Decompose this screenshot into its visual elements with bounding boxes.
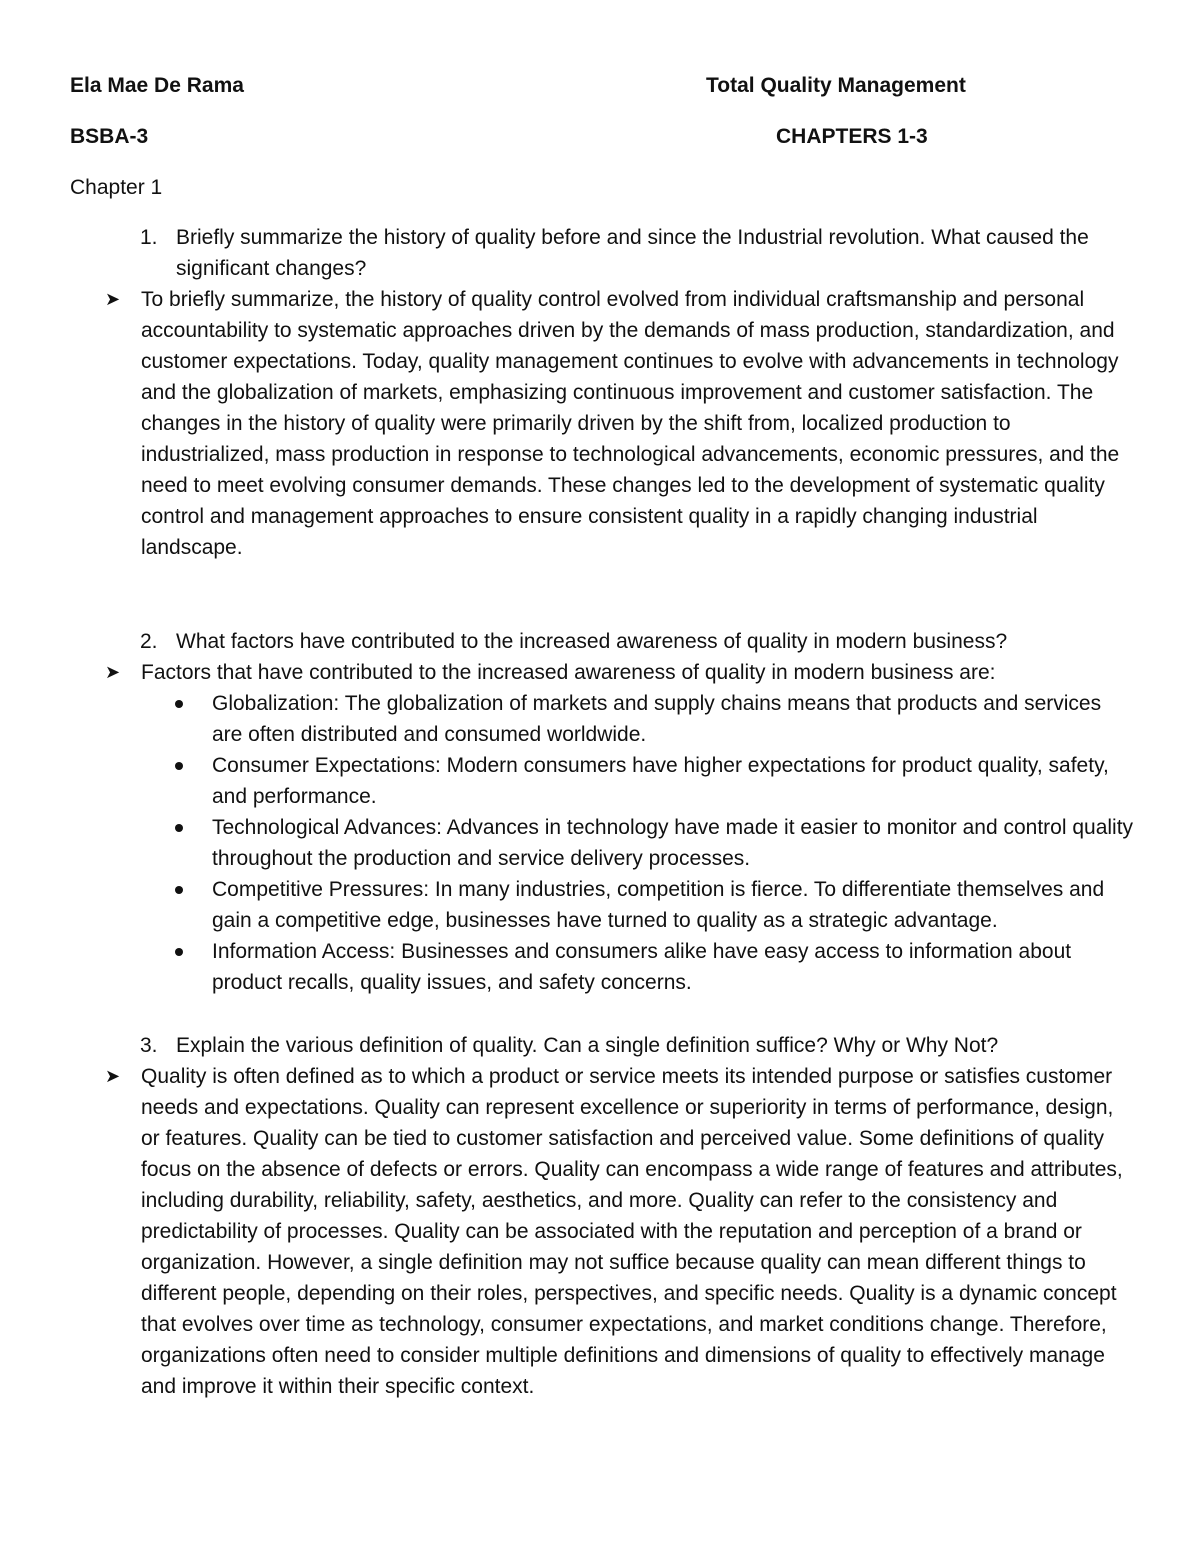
answer-2 — [105, 657, 1135, 688]
list-item-text: Information Access: Businesses and consumers alike have easy access to information about product recalls, quality issues, and safety concerns. — [212, 940, 1072, 994]
list-item — [105, 750, 1135, 812]
list-item — [105, 936, 1135, 998]
student-name: Ela Mae De Rama — [70, 74, 244, 97]
factor-list — [105, 688, 1135, 998]
answer-text: Quality is often defined as to which a product or service meets its intended purpose or satisfies customer needs and expectations. Quality can represent excellence or superiority in terms of performance, design, or features. Quality can be tied to customer satisfaction and perceived value. Some definitions of quality focus on the absence of defects or errors. Quality can encompass a wide range of features and attributes, including durability, reliability, safety, aesthetics, and more. Quality can refer to the consistency and predictability of processes. Quality can be associated with the reputation and perception of a brand or organization. However, a single definition may not suffice because quality can mean different things to different people, depending on their roles, perspectives, and specific needs. Quality is a dynamic concept that evolves over time as technology, consumer expectations, and market conditions change. Therefore, organizations often need to consider multiple definitions and dimensions of quality to effectively manage and improve it within their specific context. — [141, 1065, 1123, 1398]
bullet-dot-icon — [175, 948, 183, 956]
question-3 — [140, 1030, 1120, 1061]
list-item — [105, 812, 1135, 874]
answer-text: To briefly summarize, the history of quality control evolved from individual craftsmanship and personal accountability to systematic approaches driven by the demands of mass production, standardization, and customer expectations. Today, quality management continues to evolve with advancements in technology and the globalization of markets, emphasizing continuous improvement and customer satisfaction. The changes in the history of quality were primarily driven by the shift from, localized production to industrialized, mass production in response to technological advancements, economic pressures, and the need to meet evolving consumer demands. These changes led to the development of systematic quality control and management approaches to ensure consistent quality in a rapidly changing industrial landscape. — [141, 288, 1120, 559]
answer-1 — [105, 284, 1135, 563]
answer-text: Factors that have contributed to the increased awareness of quality in modern business are: — [141, 661, 996, 684]
chapters-label: CHAPTERS 1-3 — [776, 125, 928, 148]
question-2 — [140, 626, 1120, 657]
list-item-text: Consumer Expectations: Modern consumers have higher expectations for product quality, safety, and performance. — [212, 754, 1109, 808]
answer-3 — [105, 1061, 1135, 1402]
program-label: BSBA-3 — [70, 125, 149, 148]
question-text: Briefly summarize the history of quality before and since the Industrial revolution. What caused the significant changes? — [176, 226, 1089, 280]
bullet-dot-icon — [175, 762, 183, 770]
question-text: Explain the various definition of quality. Can a single definition suffice? Why or Why Not? — [176, 1034, 999, 1057]
course-title: Total Quality Management — [706, 74, 966, 97]
arrow-bullet-icon: ➤ — [105, 1066, 121, 1086]
question-number: 2. — [140, 630, 158, 653]
question-1 — [140, 222, 1120, 284]
bullet-dot-icon — [175, 886, 183, 894]
question-number: 1. — [140, 226, 158, 249]
chapter-title: Chapter 1 — [70, 176, 163, 199]
bullet-dot-icon — [175, 700, 183, 708]
list-item — [105, 874, 1135, 936]
bullet-dot-icon — [175, 824, 183, 832]
question-text: What factors have contributed to the increased awareness of quality in modern business? — [176, 630, 1008, 653]
arrow-bullet-icon: ➤ — [105, 662, 121, 682]
list-item-text: Technological Advances: Advances in technology have made it easier to monitor and control quality throughout the production and service delivery processes. — [212, 816, 1134, 870]
list-item — [105, 688, 1135, 750]
question-number: 3. — [140, 1034, 158, 1057]
list-item-text: Competitive Pressures: In many industries, competition is fierce. To differentiate themselves and gain a competitive edge, businesses have turned to quality as a strategic advantage. — [212, 878, 1105, 932]
arrow-bullet-icon: ➤ — [105, 289, 121, 309]
list-item-text: Globalization: The globalization of markets and supply chains means that products and services are often distributed and consumed worldwide. — [212, 692, 1102, 746]
